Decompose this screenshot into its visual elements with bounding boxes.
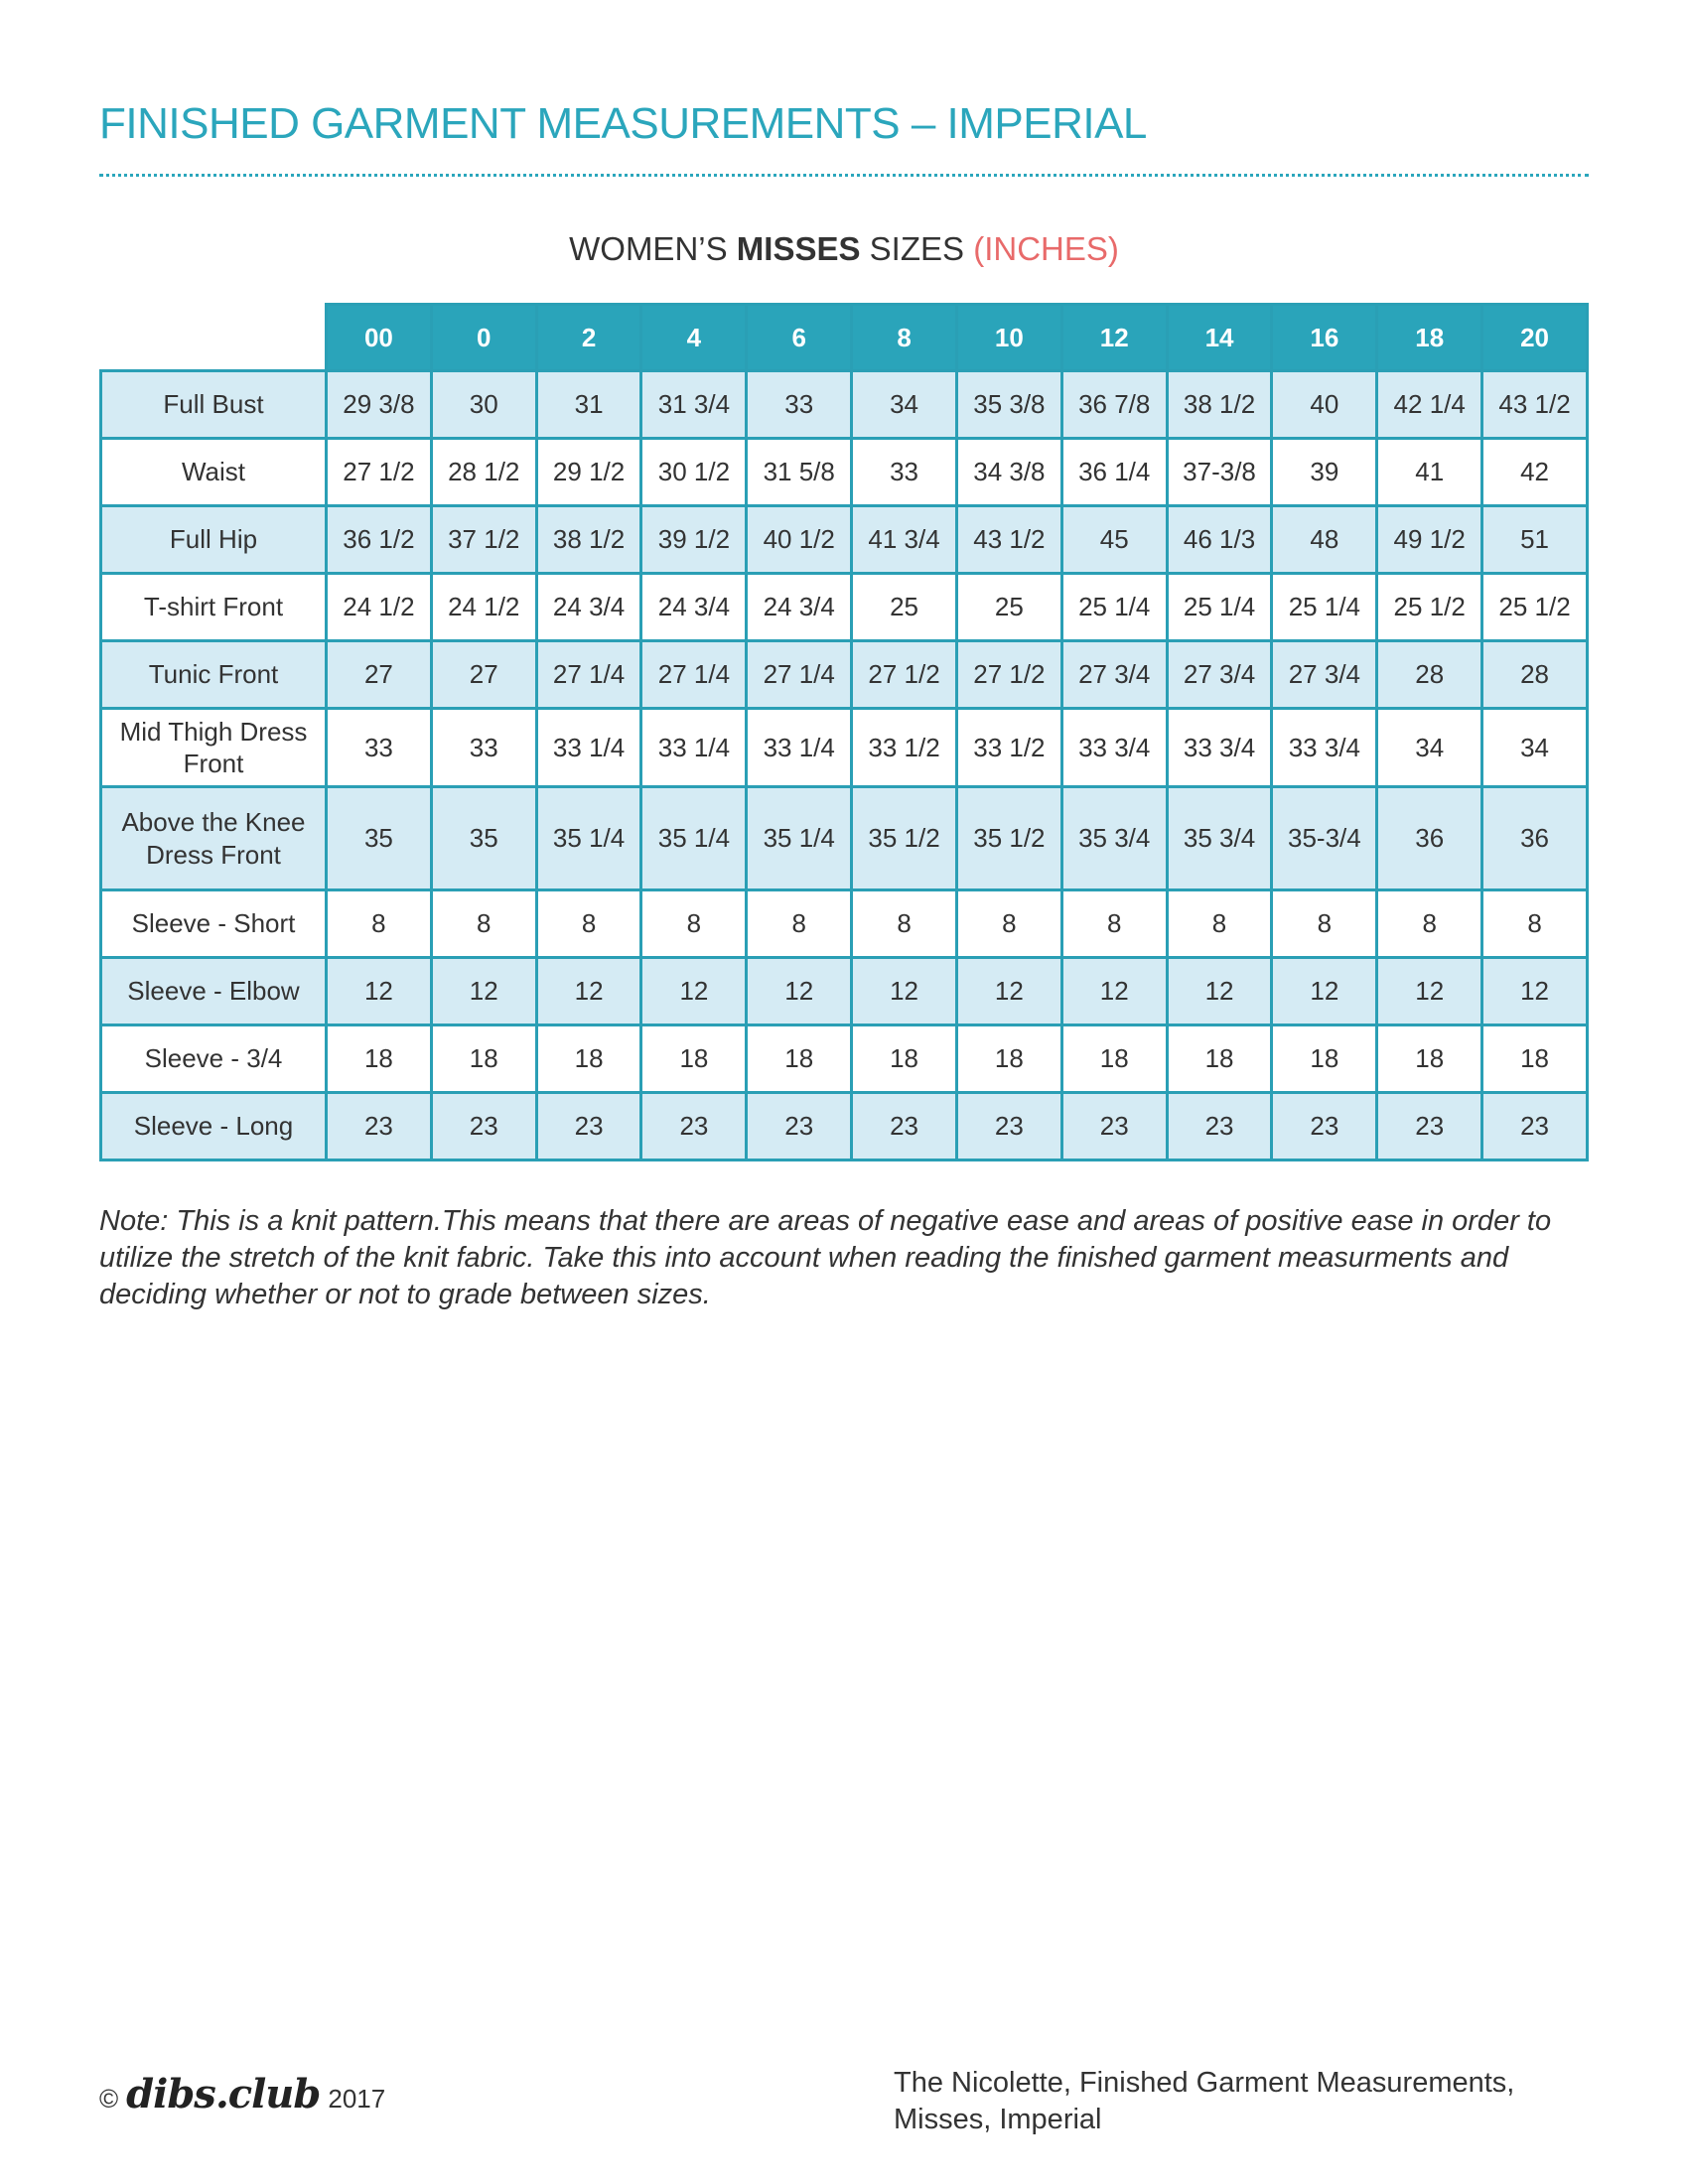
measurement-cell: 29 1/2 <box>536 439 641 506</box>
measurement-cell: 51 <box>1482 506 1588 574</box>
footer-line-2: Misses, Imperial <box>894 2104 1102 2135</box>
measurement-cell: 30 <box>431 371 536 439</box>
measurement-cell: 18 <box>431 1025 536 1093</box>
measurement-cell: 37 1/2 <box>431 506 536 574</box>
measurement-cell: 42 <box>1482 439 1588 506</box>
table-row <box>101 641 1588 709</box>
table-row <box>101 709 1588 787</box>
measurements-body <box>101 371 1588 1160</box>
measurement-cell: 35 1/4 <box>536 787 641 890</box>
measurement-cell: 38 1/2 <box>1167 371 1272 439</box>
table-row <box>101 787 1588 890</box>
measurement-cell: 23 <box>1061 1093 1167 1160</box>
measurement-cell: 24 1/2 <box>327 574 432 641</box>
measurement-cell: 36 <box>1377 787 1482 890</box>
measurement-cell: 12 <box>1272 958 1377 1025</box>
measurement-cell: 31 5/8 <box>747 439 852 506</box>
row-label: Full Bust <box>101 371 327 439</box>
measurement-cell: 40 1/2 <box>747 506 852 574</box>
measurement-cell: 31 <box>536 371 641 439</box>
table-row <box>101 439 1588 506</box>
measurement-cell: 27 3/4 <box>1167 641 1272 709</box>
size-header: 4 <box>641 305 747 371</box>
measurement-cell: 45 <box>1061 506 1167 574</box>
size-header: 14 <box>1167 305 1272 371</box>
row-label: T-shirt Front <box>101 574 327 641</box>
measurement-cell: 39 <box>1272 439 1377 506</box>
measurement-cell: 23 <box>431 1093 536 1160</box>
table-heading-prefix: WOMEN’S <box>569 230 737 267</box>
measurement-cell: 8 <box>852 890 957 958</box>
measurement-cell: 23 <box>852 1093 957 1160</box>
size-header: 16 <box>1272 305 1377 371</box>
size-header-row <box>101 305 1588 371</box>
table-heading <box>0 230 1688 268</box>
measurement-cell: 12 <box>641 958 747 1025</box>
measurement-cell: 18 <box>747 1025 852 1093</box>
measurement-cell: 34 <box>1377 709 1482 787</box>
measurement-cell: 34 <box>1482 709 1588 787</box>
measurement-cell: 33 3/4 <box>1167 709 1272 787</box>
table-heading-middle: SIZES <box>860 230 974 267</box>
measurement-cell: 12 <box>1377 958 1482 1025</box>
table-row <box>101 574 1588 641</box>
measurement-cell: 33 <box>852 439 957 506</box>
measurement-cell: 33 1/2 <box>852 709 957 787</box>
measurement-cell: 25 <box>956 574 1061 641</box>
size-header: 12 <box>1061 305 1167 371</box>
measurement-cell: 27 1/4 <box>536 641 641 709</box>
measurement-cell: 33 1/4 <box>641 709 747 787</box>
measurement-cell: 34 3/8 <box>956 439 1061 506</box>
measurement-cell: 25 1/4 <box>1167 574 1272 641</box>
size-header: 8 <box>852 305 957 371</box>
measurement-cell: 23 <box>536 1093 641 1160</box>
measurement-cell: 34 <box>852 371 957 439</box>
table-row <box>101 506 1588 574</box>
measurement-cell: 12 <box>1167 958 1272 1025</box>
table-row <box>101 371 1588 439</box>
measurement-cell: 23 <box>1272 1093 1377 1160</box>
row-label: Tunic Front <box>101 641 327 709</box>
measurement-cell: 36 7/8 <box>1061 371 1167 439</box>
row-label: Sleeve - Short <box>101 890 327 958</box>
row-label: Full Hip <box>101 506 327 574</box>
measurement-cell: 43 1/2 <box>1482 371 1588 439</box>
measurement-cell: 18 <box>1482 1025 1588 1093</box>
measurement-cell: 35 1/4 <box>641 787 747 890</box>
measurement-cell: 35 1/4 <box>747 787 852 890</box>
measurement-cell: 24 3/4 <box>747 574 852 641</box>
row-label: Sleeve - Elbow <box>101 958 327 1025</box>
size-header: 20 <box>1482 305 1588 371</box>
measurement-cell: 18 <box>1061 1025 1167 1093</box>
measurement-cell: 18 <box>641 1025 747 1093</box>
measurement-cell: 35 <box>327 787 432 890</box>
copyright-year: 2017 <box>328 2084 386 2114</box>
measurement-cell: 8 <box>327 890 432 958</box>
measurement-cell: 23 <box>641 1093 747 1160</box>
measurement-cell: 27 <box>327 641 432 709</box>
measurement-cell: 33 3/4 <box>1272 709 1377 787</box>
measurement-cell: 25 1/4 <box>1272 574 1377 641</box>
measurement-cell: 49 1/2 <box>1377 506 1482 574</box>
measurement-cell: 18 <box>852 1025 957 1093</box>
row-label: Sleeve - 3/4 <box>101 1025 327 1093</box>
measurement-cell: 30 1/2 <box>641 439 747 506</box>
measurement-cell: 36 1/2 <box>327 506 432 574</box>
measurement-cell: 24 3/4 <box>536 574 641 641</box>
size-header: 0 <box>431 305 536 371</box>
measurement-cell: 23 <box>747 1093 852 1160</box>
measurement-cell: 23 <box>327 1093 432 1160</box>
brand-logo: dibs.club <box>126 2071 321 2117</box>
table-row <box>101 1093 1588 1160</box>
measurement-cell: 38 1/2 <box>536 506 641 574</box>
measurement-cell: 40 <box>1272 371 1377 439</box>
measurement-cell: 8 <box>1061 890 1167 958</box>
table-row <box>101 890 1588 958</box>
measurement-cell: 12 <box>956 958 1061 1025</box>
size-header: 10 <box>956 305 1061 371</box>
measurement-cell: 25 1/2 <box>1377 574 1482 641</box>
measurement-cell: 42 1/4 <box>1377 371 1482 439</box>
measurement-cell: 27 1/4 <box>641 641 747 709</box>
measurement-cell: 23 <box>1167 1093 1272 1160</box>
measurement-cell: 28 <box>1377 641 1482 709</box>
measurement-cell: 31 3/4 <box>641 371 747 439</box>
measurement-cell: 8 <box>536 890 641 958</box>
measurement-cell: 24 3/4 <box>641 574 747 641</box>
measurement-cell: 18 <box>1167 1025 1272 1093</box>
measurement-cell: 27 3/4 <box>1272 641 1377 709</box>
measurement-cell: 12 <box>747 958 852 1025</box>
table-heading-unit: (INCHES) <box>973 230 1119 267</box>
measurement-cell: 27 <box>431 641 536 709</box>
measurement-cell: 8 <box>1167 890 1272 958</box>
measurement-cell: 8 <box>431 890 536 958</box>
measurement-cell: 28 1/2 <box>431 439 536 506</box>
measurement-cell: 33 <box>327 709 432 787</box>
measurement-cell: 12 <box>536 958 641 1025</box>
measurement-cell: 23 <box>956 1093 1061 1160</box>
copyright-symbol: © <box>99 2084 119 2114</box>
measurement-cell: 25 <box>852 574 957 641</box>
measurement-cell: 8 <box>1272 890 1377 958</box>
measurements-table <box>99 303 1589 1161</box>
page-title: FINISHED GARMENT MEASUREMENTS – IMPERIAL <box>99 99 1147 148</box>
measurement-cell: 36 <box>1482 787 1588 890</box>
table-row <box>101 1025 1588 1093</box>
measurement-cell: 24 1/2 <box>431 574 536 641</box>
measurement-cell: 18 <box>327 1025 432 1093</box>
measurement-cell: 27 1/4 <box>747 641 852 709</box>
measurement-cell: 35-3/4 <box>1272 787 1377 890</box>
measurement-cell: 18 <box>1272 1025 1377 1093</box>
measurement-cell: 23 <box>1482 1093 1588 1160</box>
footer-document-info <box>894 2065 1589 2138</box>
measurement-cell: 25 1/2 <box>1482 574 1588 641</box>
measurement-cell: 33 1/2 <box>956 709 1061 787</box>
measurement-cell: 33 1/4 <box>747 709 852 787</box>
row-label: Waist <box>101 439 327 506</box>
table-corner <box>101 305 327 371</box>
row-label: Sleeve - Long <box>101 1093 327 1160</box>
measurement-cell: 35 3/8 <box>956 371 1061 439</box>
measurement-cell: 8 <box>956 890 1061 958</box>
measurement-cell: 33 3/4 <box>1061 709 1167 787</box>
measurement-cell: 23 <box>1377 1093 1482 1160</box>
measurement-cell: 35 1/2 <box>852 787 957 890</box>
size-header: 00 <box>327 305 432 371</box>
measurement-cell: 41 3/4 <box>852 506 957 574</box>
row-label: Above the Knee Dress Front <box>101 787 327 890</box>
measurement-cell: 12 <box>327 958 432 1025</box>
title-divider <box>99 174 1589 177</box>
measurement-cell: 43 1/2 <box>956 506 1061 574</box>
measurement-cell: 27 1/2 <box>956 641 1061 709</box>
measurement-cell: 33 <box>431 709 536 787</box>
footer-line-1: The Nicolette, Finished Garment Measurements, <box>894 2067 1515 2099</box>
measurement-cell: 48 <box>1272 506 1377 574</box>
measurement-cell: 35 1/2 <box>956 787 1061 890</box>
measurement-cell: 35 3/4 <box>1167 787 1272 890</box>
measurement-cell: 18 <box>536 1025 641 1093</box>
measurement-cell: 29 3/8 <box>327 371 432 439</box>
measurement-cell: 8 <box>641 890 747 958</box>
measurement-cell: 27 1/2 <box>327 439 432 506</box>
footer-brand <box>99 2071 386 2117</box>
measurement-cell: 33 <box>747 371 852 439</box>
measurement-cell: 36 1/4 <box>1061 439 1167 506</box>
measurement-cell: 27 3/4 <box>1061 641 1167 709</box>
measurement-cell: 12 <box>1482 958 1588 1025</box>
measurement-cell: 46 1/3 <box>1167 506 1272 574</box>
knit-note: Note: This is a knit pattern.This means that there are areas of negative ease and areas of positive ease in order to utilize the stretch of the knit fabric. Take this into account when reading the finished garment measurments and deciding whether or not to grade between sizes. <box>99 1205 1552 1310</box>
measurement-cell: 35 <box>431 787 536 890</box>
measurement-cell: 8 <box>1482 890 1588 958</box>
measurement-cell: 39 1/2 <box>641 506 747 574</box>
measurement-cell: 18 <box>1377 1025 1482 1093</box>
measurement-cell: 18 <box>956 1025 1061 1093</box>
measurement-cell: 27 1/2 <box>852 641 957 709</box>
table-heading-bold: MISSES <box>736 230 861 267</box>
measurement-cell: 37-3/8 <box>1167 439 1272 506</box>
size-header: 2 <box>536 305 641 371</box>
measurement-cell: 41 <box>1377 439 1482 506</box>
size-header: 18 <box>1377 305 1482 371</box>
measurement-cell: 33 1/4 <box>536 709 641 787</box>
measurement-cell: 8 <box>1377 890 1482 958</box>
measurement-cell: 12 <box>431 958 536 1025</box>
measurement-cell: 28 <box>1482 641 1588 709</box>
measurement-cell: 8 <box>747 890 852 958</box>
measurement-cell: 35 3/4 <box>1061 787 1167 890</box>
row-label: Mid Thigh Dress Front <box>101 709 327 787</box>
table-row <box>101 958 1588 1025</box>
measurement-cell: 25 1/4 <box>1061 574 1167 641</box>
measurement-cell: 12 <box>852 958 957 1025</box>
measurement-cell: 12 <box>1061 958 1167 1025</box>
size-header: 6 <box>747 305 852 371</box>
